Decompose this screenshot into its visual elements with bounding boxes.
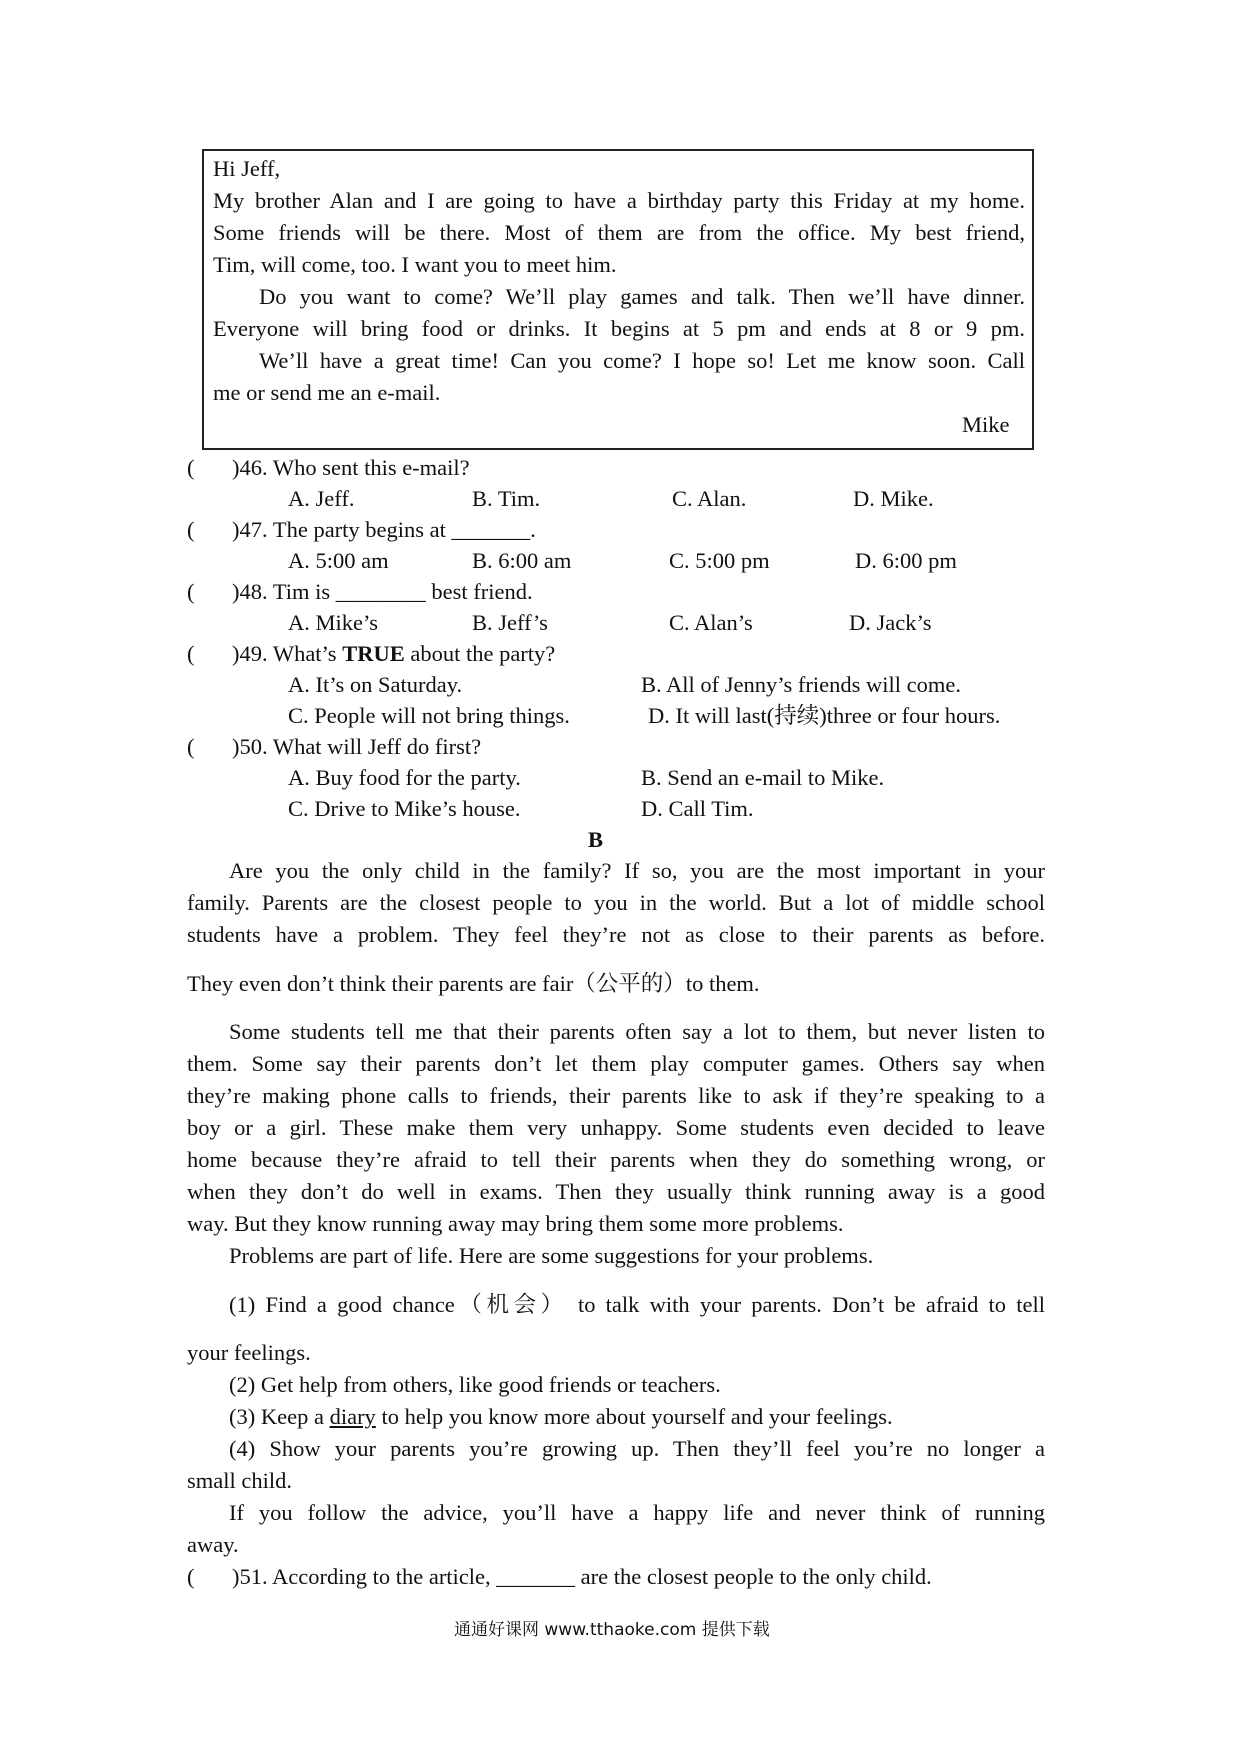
q51-stem: )51. According to the article, _______ are the closest people to the only child. [232, 1564, 932, 1589]
footer-credit: 通通好课网 www.tthaoke.com 提供下载 [454, 1620, 770, 1640]
q49-paren: ( [187, 641, 195, 666]
email-line-2: Some friends will be there. Most of them are from the office. My best friend, [213, 220, 1025, 245]
section-b-heading: B [588, 827, 604, 852]
q50-option-a: A. Buy food for the party. [288, 765, 521, 790]
email-line-5: Everyone will bring food or drinks. It begins at 5 pm and ends at 8 or 9 pm. [213, 316, 1025, 341]
b-p1-line-4: They even don’t think their parents are fair（公平的）to them. [187, 971, 760, 996]
b-p5-line-2: away. [187, 1532, 239, 1557]
b-p1-line-3: students have a problem. They feel they’re not as close to their parents as before. [187, 922, 1045, 947]
q47-option-b: B. 6:00 am [472, 548, 572, 573]
q50-option-b: B. Send an e-mail to Mike. [641, 765, 885, 790]
b-p2-line-7: way. But they know running away may bring them some more problems. [187, 1211, 844, 1236]
b-p1-line-1: Are you the only child in the family? If so, you are the most important in your [229, 858, 1045, 883]
q49-option-c: C. People will not bring things. [288, 703, 570, 728]
b-p1-line-2: family. Parents are the closest people to you in the world. But a lot of middle school [187, 890, 1045, 915]
q48-option-b: B. Jeff’s [472, 610, 548, 635]
q49-option-a: A. It’s on Saturday. [288, 672, 463, 697]
email-line-1: My brother Alan and I are going to have a birthday party this Friday at my home. [213, 188, 1025, 213]
q48-stem: )48. Tim is ________ best friend. [232, 579, 533, 604]
q46-option-a: A. Jeff. [288, 486, 355, 511]
q48-option-a: A. Mike’s [288, 610, 378, 635]
suggestion-4-line-2: small child. [187, 1468, 292, 1493]
q51-paren: ( [187, 1564, 195, 1589]
b-p2-line-5: home because they’re afraid to tell their parents when they do something wrong, or [187, 1147, 1045, 1172]
suggestion-4-line-1: (4) Show your parents you’re growing up. Then they’ll feel you’re no longer a [229, 1436, 1045, 1461]
q50-option-c: C. Drive to Mike’s house. [288, 796, 521, 821]
q47-paren: ( [187, 517, 195, 542]
q49-stem: )49. What’s TRUE about the party? [232, 641, 556, 666]
q46-stem: )46. Who sent this e-mail? [232, 455, 470, 480]
q50-stem: )50. What will Jeff do first? [232, 734, 482, 759]
b-p2-line-3: they’re making phone calls to friends, their parents like to ask if they’re speaking to a [187, 1083, 1045, 1108]
b-p2-line-6: when they don’t do well in exams. Then they usually think running away is a good [187, 1179, 1045, 1204]
q49-option-d: D. It will last(持续)three or four hours. [648, 703, 1001, 728]
suggestion-2: (2) Get help from others, like good friends or teachers. [229, 1372, 721, 1397]
q47-stem: )47. The party begins at _______. [232, 517, 536, 542]
email-line-7: me or send me an e-mail. [213, 380, 441, 405]
b-p2-line-1: Some students tell me that their parents often say a lot to them, but never listen to [229, 1019, 1045, 1044]
q47-option-c: C. 5:00 pm [669, 548, 770, 573]
q48-option-c: C. Alan’s [669, 610, 753, 635]
q47-option-d: D. 6:00 pm [855, 548, 957, 573]
email-greeting: Hi Jeff, [213, 156, 281, 181]
q46-paren: ( [187, 455, 195, 480]
q49-true-word: TRUE [342, 641, 405, 666]
q46-option-c: C. Alan. [672, 486, 747, 511]
email-signature: Mike [962, 412, 1010, 437]
email-line-4: Do you want to come? We’ll play games and talk. Then we’ll have dinner. [259, 284, 1025, 309]
suggestion-3: (3) Keep a diary to help you know more about yourself and your feelings. [229, 1404, 893, 1429]
q46-option-d: D. Mike. [853, 486, 934, 511]
q46-option-b: B. Tim. [472, 486, 541, 511]
q47-option-a: A. 5:00 am [288, 548, 389, 573]
q48-option-d: D. Jack’s [849, 610, 932, 635]
b-p2-line-4: boy or a girl. These make them very unhappy. Some students even decided to leave [187, 1115, 1045, 1140]
q50-paren: ( [187, 734, 195, 759]
email-line-3: Tim, will come, too. I want you to meet him. [213, 252, 617, 277]
b-p3: Problems are part of life. Here are some suggestions for your problems. [229, 1243, 874, 1268]
q48-paren: ( [187, 579, 195, 604]
b-p5-line-1: If you follow the advice, you’ll have a happy life and never think of running [229, 1500, 1045, 1525]
b-p2-line-2: them. Some say their parents don’t let them play computer games. Others say when [187, 1051, 1045, 1076]
email-line-6: We’ll have a great time! Can you come? I hope so! Let me know soon. Call [259, 348, 1025, 373]
q50-option-d: D. Call Tim. [641, 796, 754, 821]
q49-option-b: B. All of Jenny’s friends will come. [641, 672, 961, 697]
suggestion-1-line-2: your feelings. [187, 1340, 311, 1365]
diary-underlined: diary [329, 1404, 376, 1429]
suggestion-1-line-1: (1) Find a good chance（机会） to talk with your parents. Don’t be afraid to tell [229, 1292, 1045, 1317]
